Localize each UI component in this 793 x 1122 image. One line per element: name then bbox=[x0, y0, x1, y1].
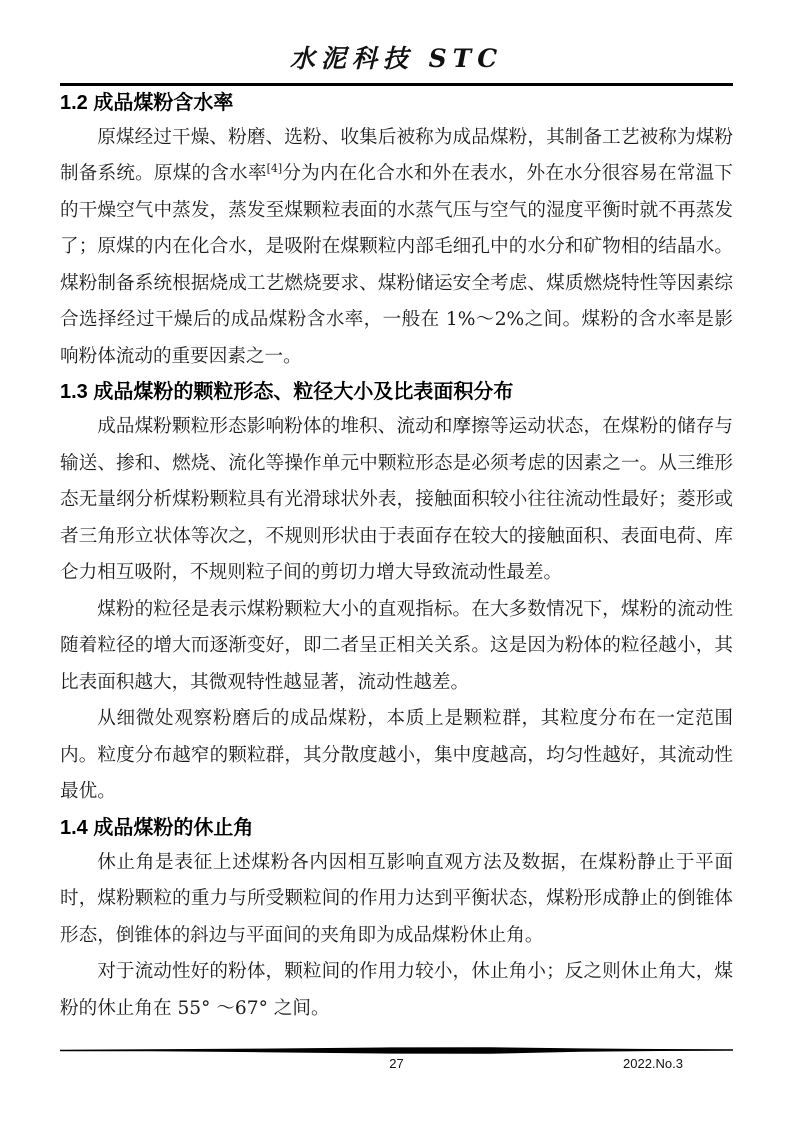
footer-rule bbox=[60, 1046, 733, 1055]
footer-page-number: 27 bbox=[389, 1056, 404, 1071]
paragraph-repose-angle-definition: 休止角是表征上述煤粉各内因相互影响直观方法及数据，在煤粉静止于平面时，煤粉颗粒的重力与所受颗粒间的作用力达到平衡状态，煤粉形成静止的倒锥体形态，倒锥体的斜边与平面间的夹角即为成品煤粉休止角。 bbox=[60, 851, 733, 946]
paragraph-repose-angle-range: 对于流动性好的粉体，颗粒间的作用力较小，休止角小；反之则休止角大，煤粉的休止角在 55° ～67° 之间。 bbox=[60, 961, 733, 1019]
paragraph-moisture bbox=[60, 120, 733, 376]
paragraph-particle-shape: 成品煤粉颗粒形态影响粉体的堆积、流动和摩擦等运动状态，在煤粉的储存与输送、掺和、燃烧、流化等操作单元中颗粒形态是必须考虑的因素之一。从三维形态无量纲分析煤粉颗粒具有光滑球状外表，接触面积较小往往流动性最好；菱形或者三角形立状体等次之，不规则形状由于表面存在较大的接触面积、表面电荷、库仑力相互吸附，不规则粒子间的剪切力增大导致流动性最差。 bbox=[60, 416, 733, 583]
footer-issue-label: 2022.No.3 bbox=[623, 1056, 683, 1071]
section-heading-1-2: 1.2 成品煤粉含水率 bbox=[60, 91, 234, 114]
paragraph-text: 原煤经过干燥、粉磨、选粉、收集后被称为成品煤粉，其制备工艺被称为煤粉制备系统。原煤的含水率 bbox=[60, 126, 733, 184]
paragraph-particle-size: 煤粉的粒径是表示煤粉颗粒大小的直观指标。在大多数情况下，煤粉的流动性随着粒径的增大而逐渐变好，即二者呈正相关关系。这是因为粉体的粒径越小，其比表面积越大，其微观特性越显著，流动性越差。 bbox=[60, 598, 733, 693]
footer-row bbox=[60, 1055, 733, 1073]
reference-marker: [4] bbox=[266, 161, 283, 175]
page-footer bbox=[60, 1046, 733, 1073]
paragraph-size-distribution: 从细微处观察粉磨后的成品煤粉，本质上是颗粒群，其粒度分布在一定范围内。粒度分布越窄的颗粒群，其分散度越小，集中度越高，均匀性越好，其流动性最优。 bbox=[60, 708, 733, 802]
section-heading-1-3: 1.3 成品煤粉的颗粒形态、粒径大小及比表面积分布 bbox=[60, 381, 514, 403]
page-header bbox=[0, 0, 793, 86]
article-body bbox=[60, 86, 733, 1028]
journal-title: 水泥科技 STC bbox=[289, 44, 504, 73]
paragraph-text: 分为内在化合水和外在表水，外在水分很容易在常温下的干燥空气中蒸发，蒸发至煤颗粒表面的水蒸气压与空气的湿度平衡时就不再蒸发了；原煤的内在化合水，是吸附在煤颗粒内部毛细孔中的水分和矿物相的结晶水。煤粉制备系统根据烧成工艺燃烧要求、煤粉储运安全考虑、煤质燃烧特性等因素综合选择经过干燥后的成品煤粉含水率，一般在 1%～2%之间。煤粉的含水率是影响粉体流动的重要因素之一。 bbox=[60, 163, 733, 367]
section-heading-1-4: 1.4 成品煤粉的休止角 bbox=[60, 816, 254, 839]
